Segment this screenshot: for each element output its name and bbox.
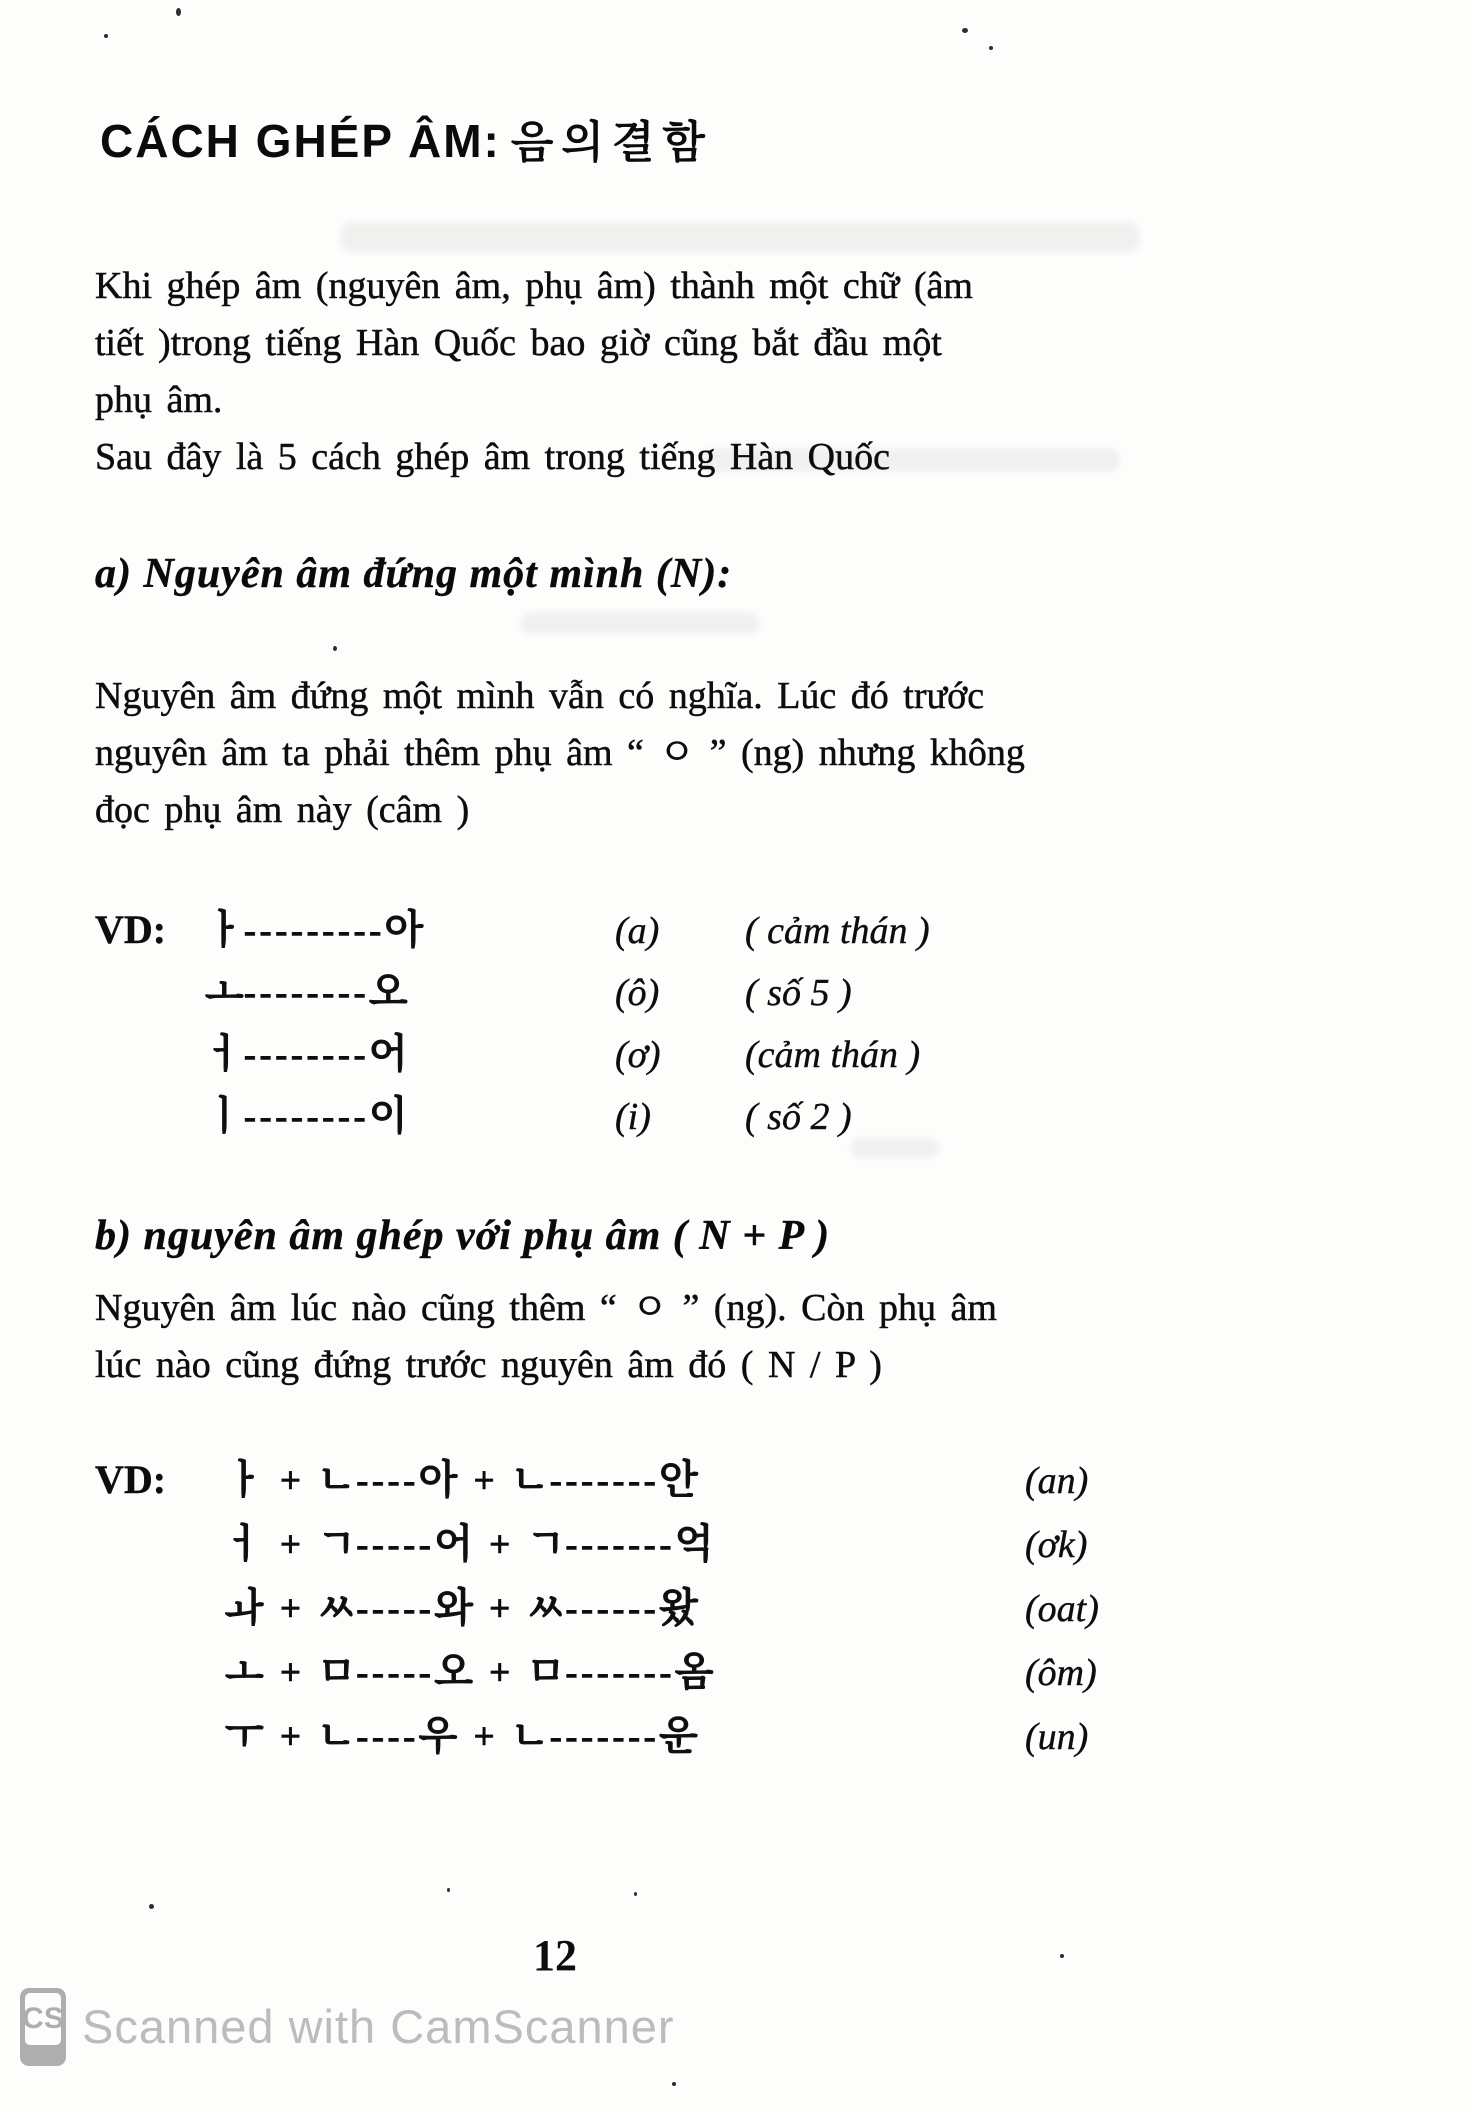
consonant-jamo: ㅁ bbox=[526, 1649, 566, 1694]
romanization: (an) bbox=[1025, 1460, 1089, 1502]
example-row bbox=[95, 1022, 1215, 1084]
romanization: (un) bbox=[1025, 1716, 1089, 1758]
combination-expression bbox=[205, 1084, 615, 1141]
dashes: ------- bbox=[549, 1460, 660, 1502]
dashes: -------- bbox=[243, 1096, 369, 1138]
dashes: ------- bbox=[565, 1524, 675, 1566]
example-table-a bbox=[95, 898, 1215, 1146]
plus-sign: + bbox=[279, 1524, 302, 1566]
section-b-heading: b) nguyên âm ghép với phụ âm ( N + P ) bbox=[95, 1213, 831, 1259]
intro-line: phụ âm. bbox=[95, 379, 223, 421]
section-a-line: đọc phụ âm này (câm ) bbox=[95, 789, 470, 831]
scan-speck bbox=[104, 34, 108, 38]
result-syllable: 억 bbox=[674, 1521, 714, 1566]
dashes: ------- bbox=[549, 1716, 660, 1758]
plus-sign: + bbox=[488, 1588, 511, 1630]
vowel-jamo: ㅘ bbox=[225, 1585, 264, 1630]
example-row bbox=[95, 898, 1215, 960]
result-syllable: 왔 bbox=[659, 1585, 698, 1630]
combination-expression bbox=[225, 1640, 1025, 1697]
section-b-line: lúc nào cũng đứng trước nguyên âm đó ( N / P ) bbox=[95, 1344, 882, 1386]
dashes: ----- bbox=[355, 1588, 435, 1630]
intro-line: Khi ghép âm (nguyên âm, phụ âm) thành một chữ (âm bbox=[95, 265, 973, 307]
consonant-jamo: ㄴ bbox=[510, 1713, 550, 1758]
consonant-jamo: ㅆ bbox=[317, 1585, 356, 1630]
open-syllable: 와 bbox=[434, 1585, 473, 1630]
vowel-jamo: ㅏ bbox=[225, 1457, 264, 1502]
example-row bbox=[95, 1704, 1215, 1768]
dashes: ------ bbox=[565, 1588, 660, 1630]
plus-sign: + bbox=[279, 1588, 302, 1630]
page-number: 12 bbox=[533, 1931, 577, 1980]
vowel-jamo: ㅗ bbox=[205, 969, 244, 1014]
vowel-jamo: ㅗ bbox=[225, 1649, 264, 1694]
scan-speck bbox=[176, 8, 181, 16]
dashes: ------- bbox=[565, 1652, 675, 1694]
plus-sign: + bbox=[473, 1460, 495, 1502]
vd-label: VD: bbox=[95, 1457, 167, 1502]
romanization: (i) bbox=[615, 1096, 651, 1138]
dashes: -------- bbox=[243, 972, 369, 1014]
scan-speck bbox=[447, 1888, 450, 1892]
example-row bbox=[95, 1448, 1215, 1512]
vd-label: VD: bbox=[95, 907, 167, 952]
plus-sign: + bbox=[488, 1652, 511, 1694]
consonant-jamo: ㄴ bbox=[317, 1457, 356, 1502]
consonant-jamo: ㄴ bbox=[510, 1457, 550, 1502]
romanization: (ô) bbox=[615, 972, 660, 1014]
vowel-jamo: ㅓ bbox=[205, 1031, 244, 1076]
plus-sign: + bbox=[488, 1524, 511, 1566]
example-row bbox=[95, 1512, 1215, 1576]
intro-line: Sau đây là 5 cách ghép âm trong tiếng Hàn Quốc bbox=[95, 436, 890, 478]
result-syllable: 운 bbox=[659, 1713, 698, 1758]
romanization: (ơk) bbox=[1025, 1524, 1088, 1566]
camscanner-logo-text: CS bbox=[25, 1993, 61, 2045]
example-row bbox=[95, 960, 1215, 1022]
combination-expression bbox=[205, 960, 615, 1017]
syllable: 이 bbox=[368, 1093, 408, 1138]
meaning: (cảm thán ) bbox=[745, 1034, 921, 1076]
combination-expression bbox=[225, 1448, 1025, 1505]
plus-sign: + bbox=[279, 1652, 302, 1694]
result-syllable: 안 bbox=[659, 1457, 698, 1502]
section-a-line: nguyên âm ta phải thêm phụ âm “ ㅇ ” (ng) nhưng không bbox=[95, 732, 1025, 774]
syllable: 아 bbox=[384, 907, 424, 952]
intro-paragraph bbox=[95, 258, 1095, 486]
intro-line: tiết )trong tiếng Hàn Quốc bao giờ cũng bắt đầu một bbox=[95, 322, 942, 364]
combination-expression bbox=[225, 1576, 1025, 1633]
scan-speck bbox=[333, 646, 337, 651]
scan-speck bbox=[989, 46, 993, 50]
meaning: ( số 5 ) bbox=[745, 972, 852, 1014]
section-a-paragraph bbox=[95, 668, 1095, 839]
vowel-jamo: ㅜ bbox=[225, 1713, 264, 1758]
example-row bbox=[95, 1640, 1215, 1704]
scan-smudge bbox=[520, 612, 760, 634]
romanization: (ôm) bbox=[1025, 1652, 1097, 1694]
meaning: ( số 2 ) bbox=[745, 1096, 852, 1138]
scan-speck bbox=[962, 28, 968, 33]
syllable: 오 bbox=[368, 969, 408, 1014]
vowel-jamo: ㅣ bbox=[205, 1093, 244, 1138]
plus-sign: + bbox=[473, 1716, 495, 1758]
scan-speck bbox=[634, 1892, 637, 1896]
open-syllable: 오 bbox=[434, 1649, 473, 1694]
section-a-heading: a) Nguyên âm đứng một mình (N): bbox=[95, 551, 733, 597]
dashes: -------- bbox=[243, 1034, 369, 1076]
camscanner-logo-icon bbox=[20, 1988, 66, 2066]
dashes: ---- bbox=[355, 1460, 419, 1502]
vowel-jamo: ㅓ bbox=[225, 1521, 264, 1566]
open-syllable: 어 bbox=[434, 1521, 473, 1566]
dashes: ----- bbox=[355, 1652, 435, 1694]
vowel-jamo: ㅏ bbox=[205, 907, 244, 952]
result-syllable: 옴 bbox=[674, 1649, 714, 1694]
plus-sign: + bbox=[279, 1460, 302, 1502]
plus-sign: + bbox=[279, 1716, 302, 1758]
section-a-line: Nguyên âm đứng một mình vẫn có nghĩa. Lúc đó trước bbox=[95, 675, 985, 717]
dashes: ---- bbox=[355, 1716, 419, 1758]
section-b-paragraph bbox=[95, 1280, 1095, 1394]
scan-speck bbox=[149, 1904, 154, 1909]
camscanner-footer bbox=[20, 1988, 675, 2066]
section-b-line: Nguyên âm lúc nào cũng thêm “ ㅇ ” (ng). Còn phụ âm bbox=[95, 1287, 997, 1329]
scan-smudge bbox=[340, 222, 1140, 252]
dashes: --------- bbox=[243, 910, 385, 952]
consonant-jamo: ㄴ bbox=[317, 1713, 356, 1758]
open-syllable: 우 bbox=[418, 1713, 458, 1758]
camscanner-watermark-text: Scanned with CamScanner bbox=[82, 2000, 675, 2053]
consonant-jamo: ㄱ bbox=[317, 1521, 356, 1566]
combination-expression bbox=[205, 1022, 615, 1079]
meaning: ( cảm thán ) bbox=[745, 910, 930, 952]
combination-expression bbox=[205, 898, 615, 955]
romanization: (ơ) bbox=[615, 1034, 661, 1076]
page-title bbox=[100, 115, 713, 167]
example-table-b bbox=[95, 1448, 1215, 1768]
example-row bbox=[95, 1084, 1215, 1146]
title-vietnamese: CÁCH GHÉP ÂM: bbox=[100, 115, 501, 167]
title-korean: 음의결함 bbox=[510, 118, 713, 167]
consonant-jamo: ㄱ bbox=[526, 1521, 566, 1566]
dashes: ----- bbox=[355, 1524, 435, 1566]
consonant-jamo: ㅆ bbox=[526, 1585, 566, 1630]
romanization: (a) bbox=[615, 910, 660, 952]
combination-expression bbox=[225, 1512, 1025, 1569]
romanization: (oat) bbox=[1025, 1588, 1099, 1630]
open-syllable: 아 bbox=[418, 1457, 458, 1502]
scan-speck bbox=[672, 2082, 676, 2086]
syllable: 어 bbox=[368, 1031, 408, 1076]
combination-expression bbox=[225, 1704, 1025, 1761]
consonant-jamo: ㅁ bbox=[317, 1649, 356, 1694]
example-row bbox=[95, 1576, 1215, 1640]
